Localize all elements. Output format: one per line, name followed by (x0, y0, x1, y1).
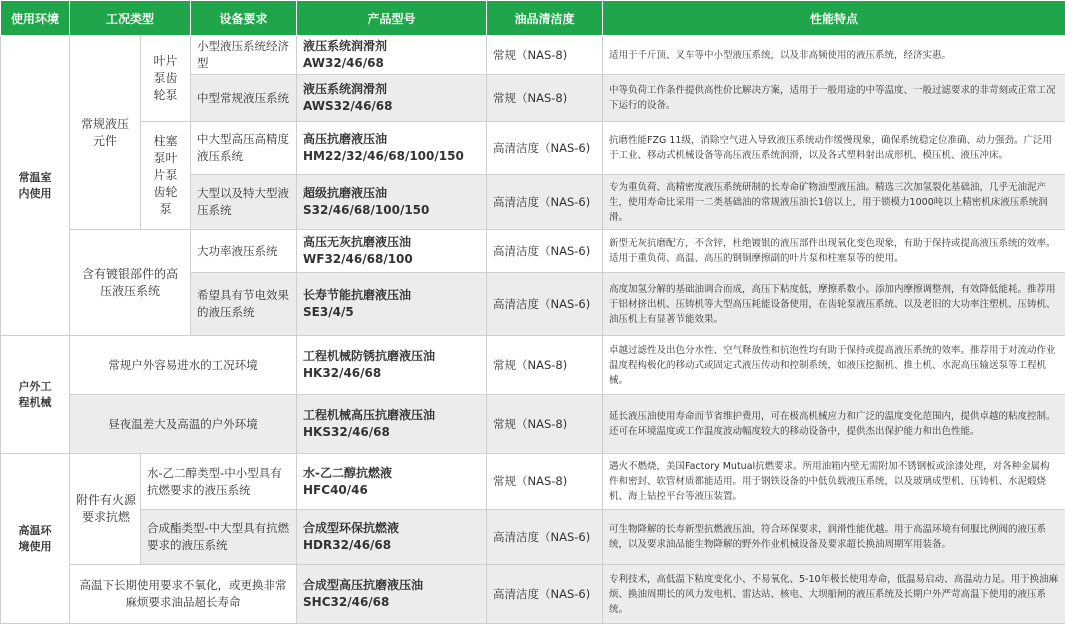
condition-vane-gear-label: 叶片泵齿轮泵 (153, 54, 178, 102)
cleanliness-cell: 高清洁度（NAS-6) (487, 565, 603, 624)
condition-standard-components (70, 36, 141, 230)
cleanliness-cell: 高清洁度（NAS-6) (487, 122, 603, 175)
env-indoor-label: 常温室内使用 (18, 170, 52, 200)
condition-fire-label: 附件有火源要求抗燃 (76, 493, 137, 524)
condition-standard-label: 常规液压元件 (80, 116, 129, 148)
env-high-temp-label: 高温环境使用 (18, 523, 52, 553)
model-cell (297, 36, 487, 75)
table-header-row (1, 1, 1065, 36)
requirement-cell: 大功率液压系统 (191, 230, 297, 273)
performance-cell: 专为重负荷、高精密度液压系统研制的长寿命矿物油型液压油。精选三次加氢裂化基础油，几乎无油泥产生，使用寿命比采用一二类基础油的常规液压油长1倍以上，用于锁模力1000吨以上精密机床液压系统润滑。 (603, 175, 1065, 230)
requirement-cell: 希望具有节电效果的液压系统 (191, 273, 297, 336)
model-code: HFC40/46 (303, 482, 368, 497)
model-code: SHC32/46/68 (303, 595, 390, 609)
condition-silver-parts (70, 230, 191, 336)
performance-cell: 遇火不燃烧，美国Factory Mutual抗燃要求。所用油箱内壁无需附加不锈钢板或涂漆处理，对各种金属构件和密封、软管材质都能适用。用于钢铁设备的中低负载液压系统，以及玻璃成型机、压铸机、水泥煅烧机、海上钻控平台等液压装置。 (603, 454, 1065, 510)
model-cell (297, 175, 487, 230)
header-requirement: 设备要求 (191, 1, 297, 36)
performance-cell: 延长液压油使用寿命而节省维护费用，可在极高机械应力和广泛的温度变化范围内，提供卓越的粘度控制。还可在环境温度或工作温度波动幅度较大的移动设备中，提供杰出保护能力和出色性能。 (603, 395, 1065, 454)
table-row (1, 395, 1065, 454)
performance-cell: 新型无灰抗磨配方，不含锌，杜绝镀银的液压部件出现氧化变色现象，有助于保持或提高液压系统的效率。适用于重负荷、高温、高压的钢铜摩擦副的叶片泵和柱塞泵等的使用。 (603, 230, 1065, 273)
table-row (1, 36, 1065, 75)
model-cell (297, 273, 487, 336)
model-cell (297, 336, 487, 395)
cleanliness-cell: 高清洁度（NAS-6) (487, 510, 603, 565)
cleanliness-cell: 高清洁度（NAS-6) (487, 230, 603, 273)
model-name: 长寿节能抗磨液压油 (303, 288, 412, 302)
env-indoor (1, 36, 70, 336)
header-model: 产品型号 (297, 1, 487, 36)
header-performance: 性能特点 (603, 1, 1065, 36)
requirement-cell: 常规户外容易进水的工况环境 (70, 336, 297, 395)
model-code: HDR32/46/68 (303, 538, 392, 552)
table-row (1, 510, 1065, 565)
cleanliness-cell: 高清洁度（NAS-6) (487, 175, 603, 230)
model-name: 液压系统润滑剂 (303, 39, 388, 53)
performance-cell: 适用于千斤顶、叉车等中小型液压系统，以及非高频使用的液压系统，经济实惠。 (603, 36, 1065, 75)
model-name: 高压抗磨液压油 (303, 132, 388, 146)
model-cell (297, 230, 487, 273)
model-cell (297, 395, 487, 454)
model-name: 合成型高压抗磨液压油 (303, 578, 424, 592)
header-cleanliness: 油品清洁度 (487, 1, 603, 36)
requirement-cell: 高温下长期使用要求不氧化，或更换非常麻烦要求油品超长寿命 (70, 565, 297, 624)
table-row (1, 454, 1065, 510)
model-name: 工程机械防锈抗磨液压油 (303, 349, 436, 363)
table-row (1, 230, 1065, 273)
requirement-cell: 水-乙二醇类型-中小型具有抗燃要求的液压系统 (141, 454, 297, 510)
performance-cell: 高度加氢分解的基础油调合而成，高压下粘度低，摩擦系数小。添加内摩擦调整剂，有效降低能耗。推荐用于铝材挤出机、压铸机等大型高压耗能设备使用，在齿轮泵液压系统、以及老旧的大功率注塑机、压铸机、油压机上有显著节能效果。 (603, 273, 1065, 336)
model-cell (297, 122, 487, 175)
cleanliness-cell: 常规（NAS-8) (487, 395, 603, 454)
header-condition: 工况类型 (70, 1, 191, 36)
requirement-cell: 合成酯类型-中大型具有抗燃要求的液压系统 (141, 510, 297, 565)
performance-cell: 抗磨性能FZG 11级，消除空气进入导致液压系统动作缓慢现象，确保系统稳定位准确、动力强劲。广泛用于工业、移动式机械设备等高压液压系统润滑，以及各式塑料射出成形机、模压机、液压冲床。 (603, 122, 1065, 175)
env-outdoor-label: 户外工程机械 (18, 379, 52, 409)
requirement-cell: 昼夜温差大及高温的户外环境 (70, 395, 297, 454)
model-code: HK32/46/68 (303, 366, 382, 380)
model-cell (297, 454, 487, 510)
env-outdoor (1, 336, 70, 454)
model-name: 工程机械高压抗磨液压油 (303, 408, 436, 422)
model-name: 高压无灰抗磨液压油 (303, 235, 412, 249)
model-cell (297, 565, 487, 624)
model-code: HM22/32/46/68/100/150 (303, 149, 464, 163)
env-high-temp (1, 454, 70, 624)
performance-cell: 可生物降解的长寿新型抗燃液压油，符合环保要求，润滑性能优越。用于高温环境有伺服比例阀的液压系统，以及要求油品能生物降解的野外作业机械设备及要求超长换油周期军用装备。 (603, 510, 1065, 565)
condition-vane-gear-pump (141, 36, 191, 122)
model-name: 合成型环保抗燃液 (303, 521, 400, 535)
performance-cell: 中等负荷工作条件提供高性价比解决方案，适用于一般用途的中等温度、一般过滤要求的非苛刻或正常工况下运行的设备。 (603, 75, 1065, 122)
cleanliness-cell: 常规（NAS-8) (487, 336, 603, 395)
model-cell (297, 75, 487, 122)
model-code: SE3/4/5 (303, 305, 354, 319)
model-name: 超级抗磨液压油 (303, 186, 388, 200)
cleanliness-cell: 常规（NAS-8) (487, 36, 603, 75)
requirement-cell: 小型液压系统经济型 (191, 36, 297, 75)
model-code: HKS32/46/68 (303, 425, 390, 439)
requirement-cell: 中型常规液压系统 (191, 75, 297, 122)
table-row (1, 122, 1065, 175)
requirement-cell: 中大型高压高精度液压系统 (191, 122, 297, 175)
cleanliness-cell: 常规（NAS-8) (487, 454, 603, 510)
model-cell (297, 510, 487, 565)
cleanliness-cell: 高清洁度（NAS-6) (487, 273, 603, 336)
condition-fire-resistant (70, 454, 141, 565)
table-row (1, 336, 1065, 395)
model-code: WF32/46/68/100 (303, 252, 413, 266)
condition-piston-label: 柱塞泵叶片泵齿轮泵 (153, 134, 178, 216)
model-code: AWS32/46/68 (303, 99, 393, 113)
condition-silver-label: 含有镀银部件的高压液压系统 (82, 266, 179, 298)
model-name: 液压系统润滑剂 (303, 82, 388, 96)
performance-cell: 专利技术，高低温下粘度变化小、不易氧化、5-10年极长使用寿命，低温易启动、高温动力足。用于换油麻烦、换油周期长的风力发电机、雷达站、核电、大坝船闸的液压系统及长期户外严苛高温下使用的液压系统。 (603, 565, 1065, 624)
table-row (1, 565, 1065, 624)
model-code: AW32/46/68 (303, 56, 384, 70)
model-code: S32/46/68/100/150 (303, 203, 430, 217)
cleanliness-cell: 常规（NAS-8) (487, 75, 603, 122)
model-name: 水-乙二醇抗燃液 (303, 465, 392, 480)
requirement-cell: 大型以及特大型液压系统 (191, 175, 297, 230)
performance-cell: 卓越过滤性及出色分水性、空气释放性和抗泡性均有助于保持或提高液压系统的效率。推荐用于对流动作业温度程构极化的移动式或固定式液压传动和控制系统，如液压挖掘机、推土机、水泥高压输送泵等工程机械。 (603, 336, 1065, 395)
header-environment: 使用环境 (1, 1, 70, 36)
condition-piston-vane-gear-pump (141, 122, 191, 230)
